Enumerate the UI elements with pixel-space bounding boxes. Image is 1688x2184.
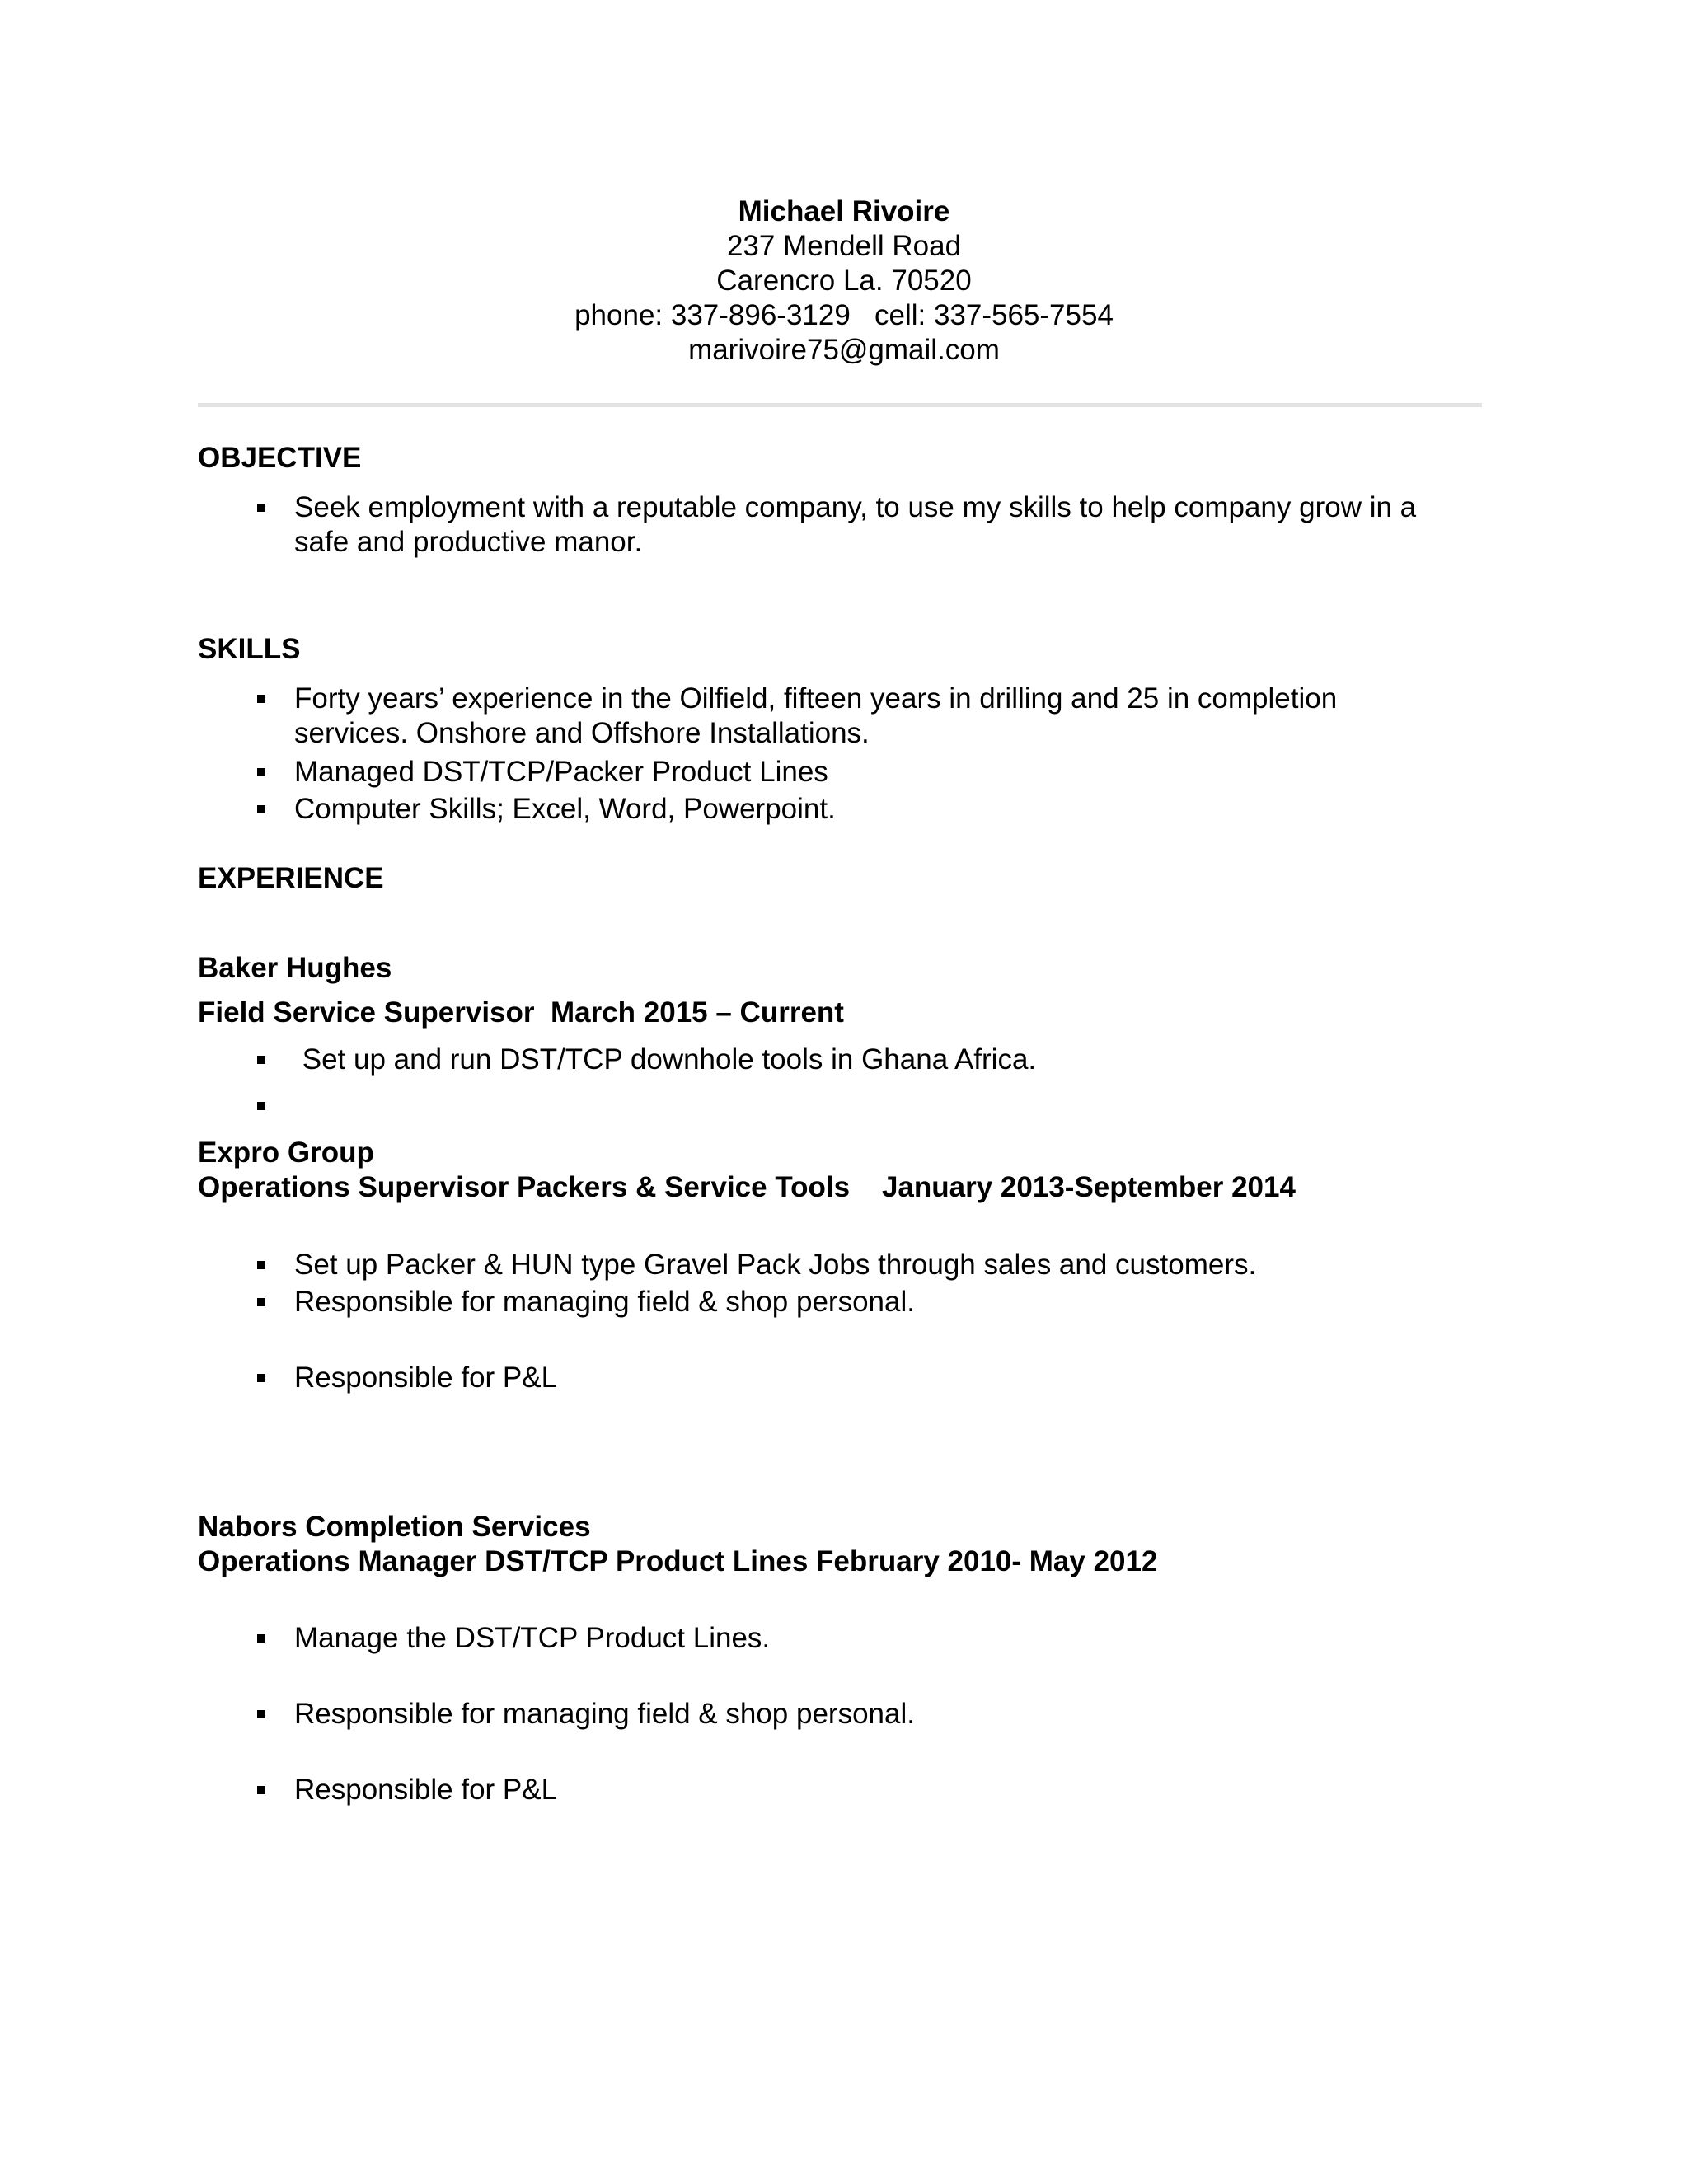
- job-bullet: Set up and run DST/TCP downhole tools in Ghana Africa.: [294, 1043, 1037, 1076]
- job-bullet: Responsible for managing field & shop personal.: [294, 1286, 915, 1318]
- objective-heading: OBJECTIVE: [198, 442, 362, 474]
- job-title: Operations Supervisor Packers & Service Tools January 2013-September 2014: [198, 1171, 1296, 1203]
- skills-item: [294, 682, 1489, 751]
- phone-numbers: phone: 337-896-3129 cell: 337-565-7554: [574, 299, 1114, 331]
- header-divider: [198, 403, 1482, 407]
- bullet-icon: [257, 1634, 265, 1643]
- bullet-icon: [257, 504, 265, 512]
- company-name: Nabors Completion Services: [198, 1511, 591, 1543]
- email-address: marivoire75@gmail.com: [688, 334, 1000, 366]
- company-name: Baker Hughes: [198, 952, 392, 984]
- job-bullet: Responsible for P&L: [294, 1774, 558, 1806]
- contact-header: [0, 194, 1688, 368]
- bullet-icon: [257, 768, 265, 776]
- bullet-icon: [257, 1374, 265, 1382]
- job-bullet: Set up Packer & HUN type Gravel Pack Jobs through sales and customers.: [294, 1249, 1257, 1281]
- job-title: Field Service Supervisor March 2015 – Current: [198, 996, 844, 1029]
- objective-item-line: Seek employment with a reputable company, to use my skills to help company grow in a: [294, 491, 1417, 523]
- job-bullet: Responsible for P&L: [294, 1361, 558, 1394]
- skills-item-line: services. Onshore and Offshore Installations.: [294, 717, 870, 749]
- city-state-zip: Carencro La. 70520: [716, 265, 972, 297]
- company-name: Expro Group: [198, 1137, 374, 1169]
- skills-heading: SKILLS: [198, 633, 301, 665]
- street-address: 237 Mendell Road: [726, 230, 962, 262]
- skills-item: Computer Skills; Excel, Word, Powerpoint.: [294, 793, 836, 825]
- job-bullet: Responsible for managing field & shop personal.: [294, 1698, 915, 1730]
- job-bullet: Manage the DST/TCP Product Lines.: [294, 1622, 771, 1654]
- objective-item: [294, 490, 1489, 560]
- bullet-icon: [257, 695, 265, 703]
- bullet-icon: [257, 1298, 265, 1306]
- job-title: Operations Manager DST/TCP Product Lines February 2010- May 2012: [198, 1545, 1158, 1577]
- bullet-icon: [257, 1710, 265, 1718]
- objective-item-line: safe and productive manor.: [294, 526, 643, 558]
- bullet-icon: [257, 805, 265, 813]
- applicant-name: Michael Rivoire: [738, 195, 950, 227]
- bullet-icon: [257, 1261, 265, 1269]
- skills-item-line: Forty years’ experience in the Oilfield, fifteen years in drilling and 25 in completion: [294, 682, 1338, 715]
- bullet-icon: [257, 1102, 265, 1110]
- skills-item: Managed DST/TCP/Packer Product Lines: [294, 756, 828, 788]
- bullet-icon: [257, 1786, 265, 1794]
- experience-heading: EXPERIENCE: [198, 862, 384, 894]
- bullet-icon: [257, 1056, 265, 1064]
